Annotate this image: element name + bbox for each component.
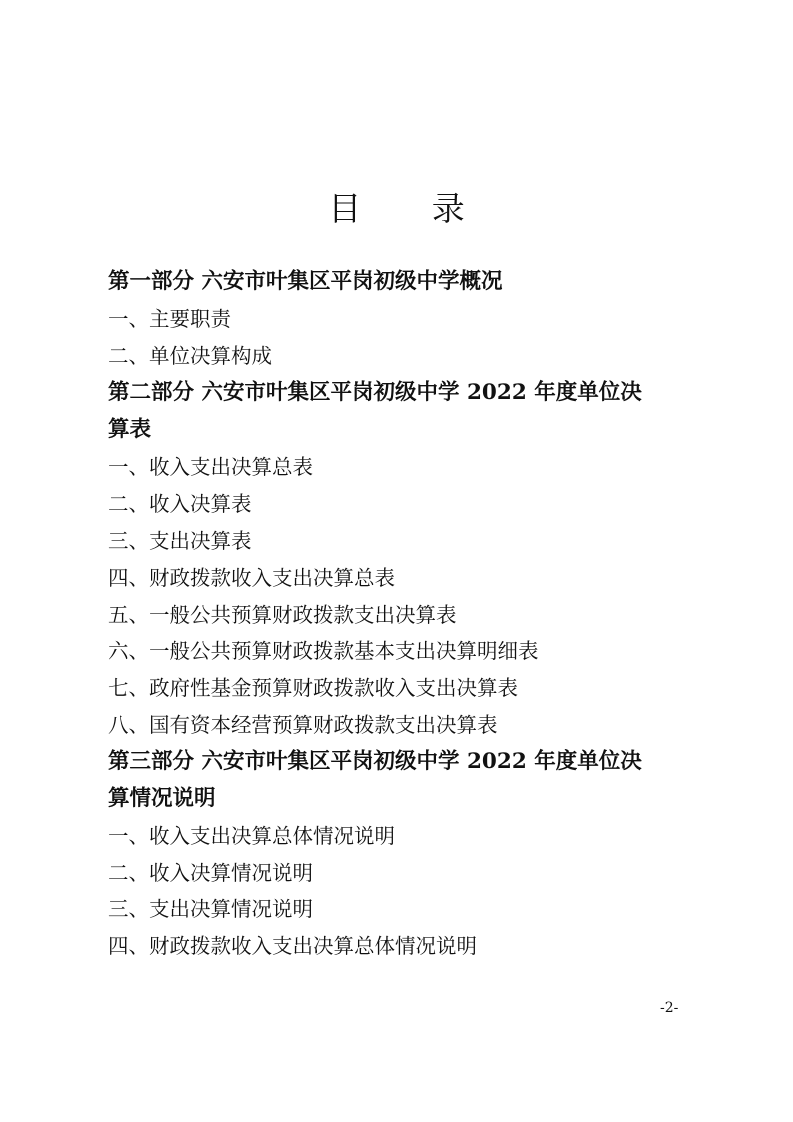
part1-heading: 第一部分 六安市叶集区平岗初级中学概况: [108, 269, 503, 294]
part2-heading-line2: 算表: [108, 417, 152, 442]
part3-heading-line1: 第三部分 六安市叶集区平岗初级中学 2022 年度单位决: [108, 749, 642, 774]
toc-item: 二、收入决算情况说明: [108, 861, 313, 885]
toc-item: 一、主要职责: [108, 307, 231, 331]
toc-item: 一、收入支出决算总表: [108, 455, 313, 479]
toc-item: 二、收入决算表: [108, 492, 252, 516]
part3-heading-line2: 算情况说明: [108, 786, 216, 811]
page-number: -2-: [660, 1000, 679, 1016]
part2-heading-line1: 第二部分 六安市叶集区平岗初级中学 2022 年度单位决: [108, 380, 642, 405]
toc-item: 八、国有资本经营预算财政拨款支出决算表: [108, 713, 498, 737]
toc-item: 三、支出决算情况说明: [108, 897, 313, 921]
toc-item: 三、支出决算表: [108, 529, 252, 553]
toc-item: 四、财政拨款收入支出决算总表: [108, 566, 395, 590]
toc-item: 二、单位决算构成: [108, 344, 272, 368]
toc-title: 目 录: [328, 189, 495, 228]
toc-item: 六、一般公共预算财政拨款基本支出决算明细表: [108, 639, 539, 663]
toc-item: 一、收入支出决算总体情况说明: [108, 824, 395, 848]
toc-item: 七、政府性基金预算财政拨款收入支出决算表: [108, 676, 518, 700]
toc-item: 五、一般公共预算财政拨款支出决算表: [108, 603, 457, 627]
toc-item: 四、财政拨款收入支出决算总体情况说明: [108, 934, 477, 958]
